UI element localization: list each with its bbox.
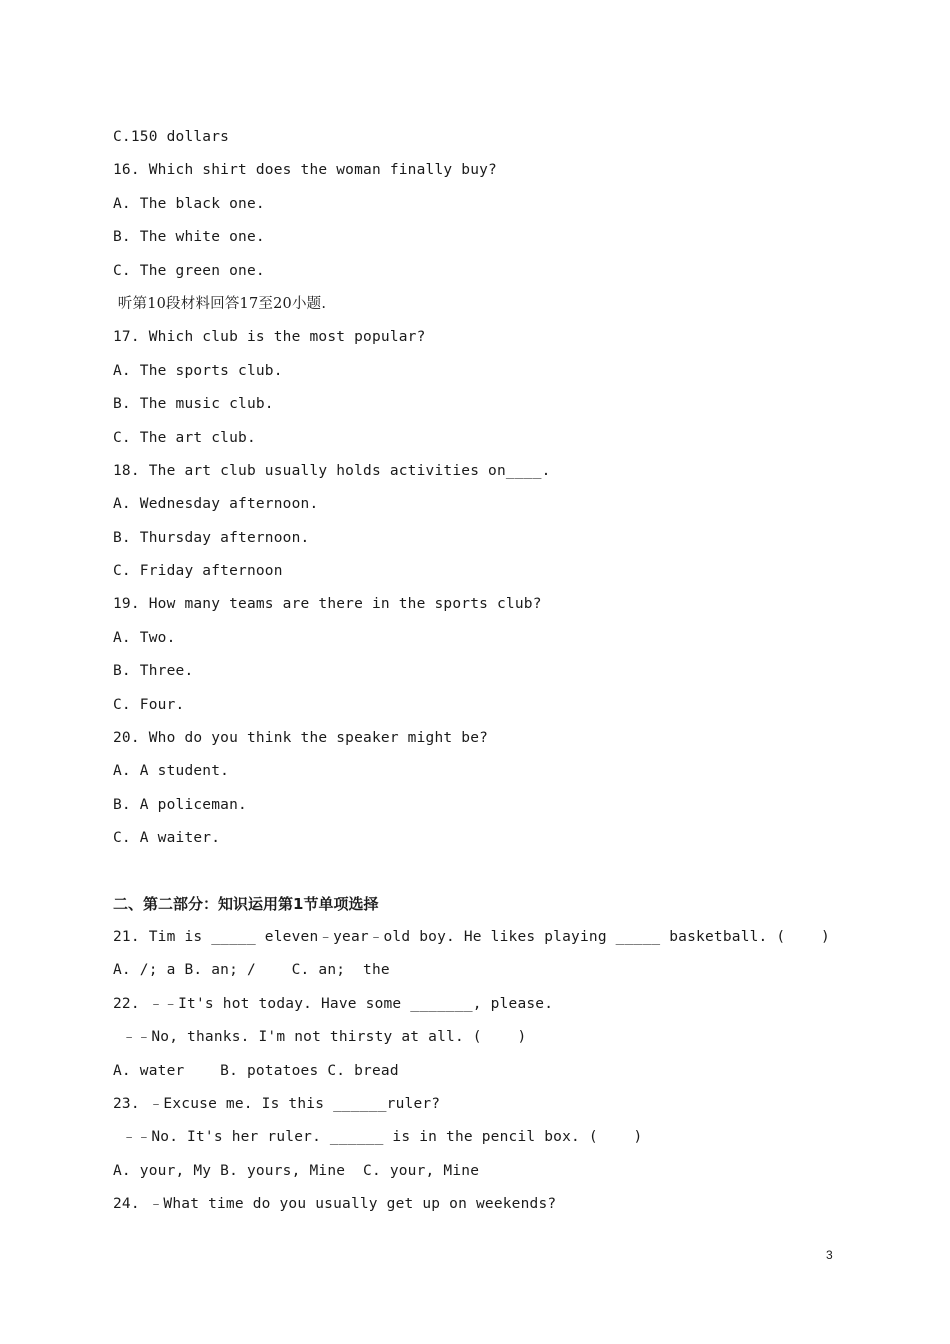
question-24: 24. ﹣What time do you usually get up on weekends?	[113, 1196, 557, 1213]
option-line: B. The music club.	[113, 396, 274, 413]
dialogue-line: ﹣﹣No, thanks. I'm not thirsty at all. ( )	[113, 1029, 527, 1046]
option-line: B. Thursday afternoon.	[113, 529, 310, 546]
question-block-listening	[113, 126, 873, 861]
option-line: C. Friday afternoon	[113, 563, 283, 580]
option-line: A. The black one.	[113, 195, 265, 212]
option-line: B. The white one.	[113, 229, 265, 246]
option-line: A. /; a B. an; / C. an; the	[113, 962, 390, 979]
option-line: A. The sports club.	[113, 362, 283, 379]
section-heading: 二、第二部分：知识运用第1节单项选择	[113, 894, 379, 913]
question-21: 21. Tim is _____ eleven﹣year﹣old boy. He likes playing _____ basketball. ( )	[113, 928, 830, 945]
option-line: C. The art club.	[113, 429, 256, 446]
option-line: B. Three.	[113, 663, 194, 680]
option-line: C. Four.	[113, 696, 185, 713]
question-17: 17. Which club is the most popular?	[113, 329, 426, 346]
option-line: C. The green one.	[113, 262, 265, 279]
document-body	[113, 126, 873, 1227]
option-line: A. A student.	[113, 763, 230, 780]
question-19: 19. How many teams are there in the sports club?	[113, 596, 542, 613]
option-line: A. Wednesday afternoon.	[113, 496, 319, 513]
option-line: A. water B. potatoes C. bread	[113, 1062, 399, 1079]
option-line: C. A waiter.	[113, 830, 221, 847]
section-spacer	[113, 861, 873, 893]
listening-instruction: 听第10段材料回答17至20小题.	[113, 295, 327, 312]
option-line: B. A policeman.	[113, 796, 247, 813]
page-number: 3	[826, 1248, 833, 1262]
question-23: 23. ﹣Excuse me. Is this ______ruler?	[113, 1095, 441, 1112]
question-18: 18. The art club usually holds activities on____.	[113, 462, 551, 479]
question-20: 20. Who do you think the speaker might be?	[113, 730, 489, 747]
question-16: 16. Which shirt does the woman finally buy?	[113, 162, 497, 179]
question-block-grammar	[113, 926, 873, 1227]
option-line: A. Two.	[113, 629, 176, 646]
dialogue-line: ﹣﹣No. It's her ruler. ______ is in the pencil box. ( )	[113, 1129, 643, 1146]
text-line: C.150 dollars	[113, 129, 230, 145]
option-line: A. your, My B. yours, Mine C. your, Mine	[113, 1162, 480, 1179]
question-22: 22. ﹣﹣It's hot today. Have some _______, please.	[113, 995, 554, 1012]
